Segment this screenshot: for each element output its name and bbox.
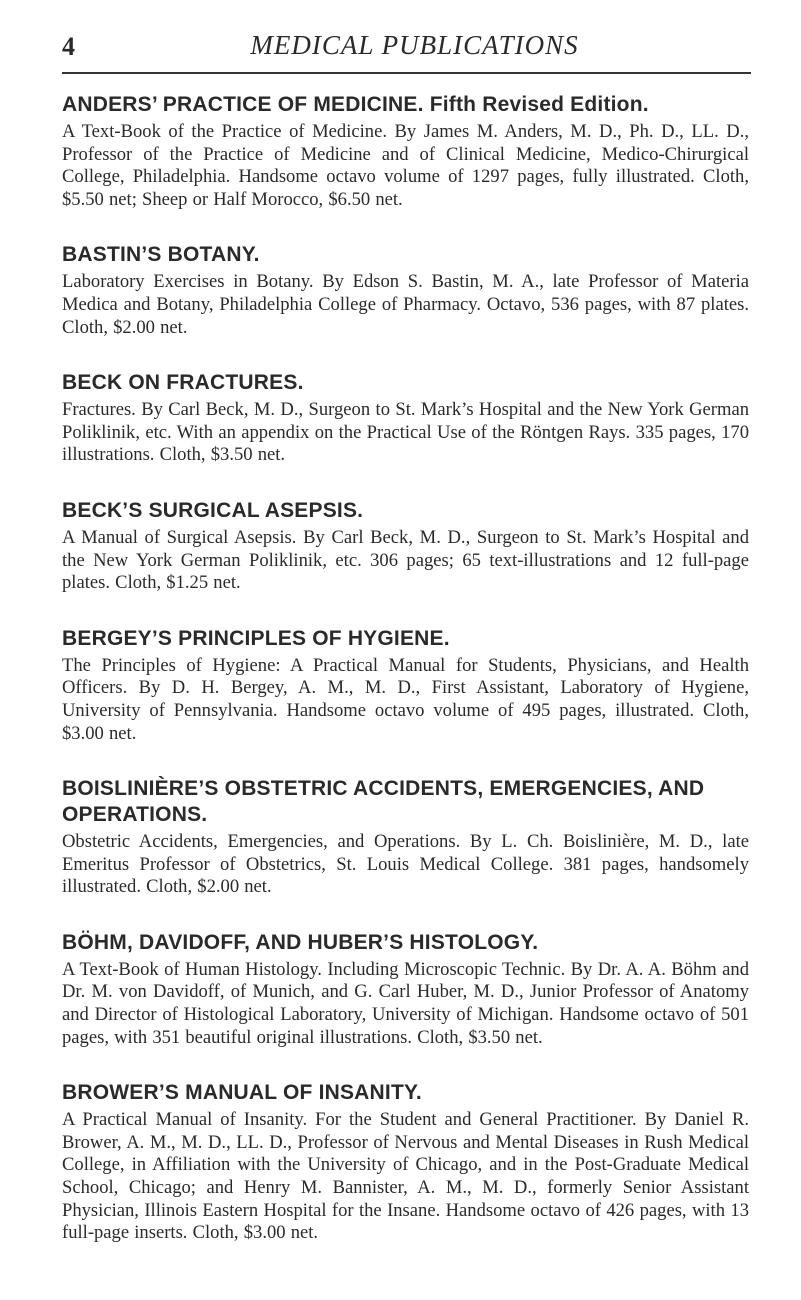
entry-title: ANDERS’ PRACTICE OF MEDICINE. Fifth Revised Edition. [62, 93, 649, 116]
entry-bergey-hygiene [62, 626, 749, 745]
entry-title: BASTIN’S BOTANY. [62, 243, 260, 267]
entry-description: A Practical Manual of Insanity. For the Student and General Practitioner. By Daniel R. Brower, A. M., M. D., LL. D., Professor of Nervous and Mental Diseases in Rush Medical College, in Affiliation with the University of Chicago, and in the Post-Graduate Medical School, Chicago; and Henry M. Bannister, A. M., M. D., formerly Senior Assistant Physician, Illinois Eastern Hospital for the Insane. Handsome octavo of 426 pages, with 13 full-page inserts. Cloth, $3.00 net. [62, 1109, 749, 1244]
entry-boisliniere-obstetric [62, 776, 749, 899]
entry-title: BOISLINIÈRE’S OBSTETRIC ACCIDENTS, EMERGENCIES, AND OPERATIONS. [62, 777, 705, 827]
page-header [60, 0, 749, 62]
entry-beck-asepsis [62, 498, 749, 595]
entry-bastin-botany [62, 242, 749, 339]
entry-description: The Principles of Hygiene: A Practical Manual for Students, Physicians, and Health Officers. By D. H. Bergey, A. M., M. D., First Assistant, Laboratory of Hygiene, University of Pennsylvania. Handsome octavo volume of 495 pages, illustrated. Cloth, $3.00 net. [62, 654, 749, 744]
entry-title: BÖHM, DAVIDOFF, AND HUBER’S HISTOLOGY. [62, 930, 539, 954]
entry-description: Laboratory Exercises in Botany. By Edson S. Bastin, M. A., late Professor of Materia Medica and Botany, Philadelphia College of Pharmacy. Octavo, 536 pages, with 87 plates. Cloth, $2.00 net. [62, 271, 749, 338]
entry-anders-practice [62, 92, 749, 211]
entry-description: A Text-Book of the Practice of Medicine. By James M. Anders, M. D., Ph. D., LL. D., Professor of the Practice of Medicine and of Clinical Medicine, Medico-Chirurgical College, Philadelphia. Handsome octavo volume of 1297 pages, fully illustrated. Cloth, $5.50 net; Sheep or Half Morocco, $6.50 net. [62, 121, 749, 210]
entry-description: Obstetric Accidents, Emergencies, and Operations. By L. Ch. Boislinière, M. D., late Emeritus Professor of Obstetrics, St. Louis Medical College. 381 pages, handsomely illustrated. Cloth, $2.00 net. [62, 831, 749, 898]
entry-description: A Text-Book of Human Histology. Including Microscopic Technic. By Dr. A. A. Böhm and Dr. M. von Davidoff, of Munich, and G. Carl Huber, M. D., Junior Professor of Anatomy and Director of Histological Laboratory, University of Michigan. Handsome octavo of 501 pages, with 351 beautiful original illustrations. Cloth, $3.50 net. [62, 958, 749, 1048]
entry-bohm-histology [62, 930, 749, 1049]
entry-beck-fractures [62, 370, 749, 467]
entry-title: BECK’S SURGICAL ASEPSIS. [62, 498, 364, 522]
entry-description: A Manual of Surgical Asepsis. By Carl Beck, M. D., Surgeon to St. Mark’s Hospital and the New York German Poliklinik, etc. 306 pages; 65 text-illustrations and 12 full-page plates. Cloth, $1.25 net. [62, 526, 749, 594]
entry-title: BERGEY’S PRINCIPLES OF HYGIENE. [62, 626, 450, 650]
entry-brower-insanity [62, 1080, 749, 1245]
entry-title: BROWER’S MANUAL OF INSANITY. [62, 1081, 422, 1105]
running-title: MEDICAL PUBLICATIONS [250, 30, 579, 60]
entry-title: BECK ON FRACTURES. [62, 371, 304, 395]
page-number: 4 [62, 32, 75, 61]
entries-list [62, 92, 749, 1276]
header-rule [62, 72, 751, 74]
entry-description: Fractures. By Carl Beck, M. D., Surgeon to St. Mark’s Hospital and the New York German Poliklinik, etc. With an appendix on the Practical Use of the Röntgen Rays. 335 pages, 170 illustrations. Cloth, $3.50 net. [62, 399, 749, 466]
